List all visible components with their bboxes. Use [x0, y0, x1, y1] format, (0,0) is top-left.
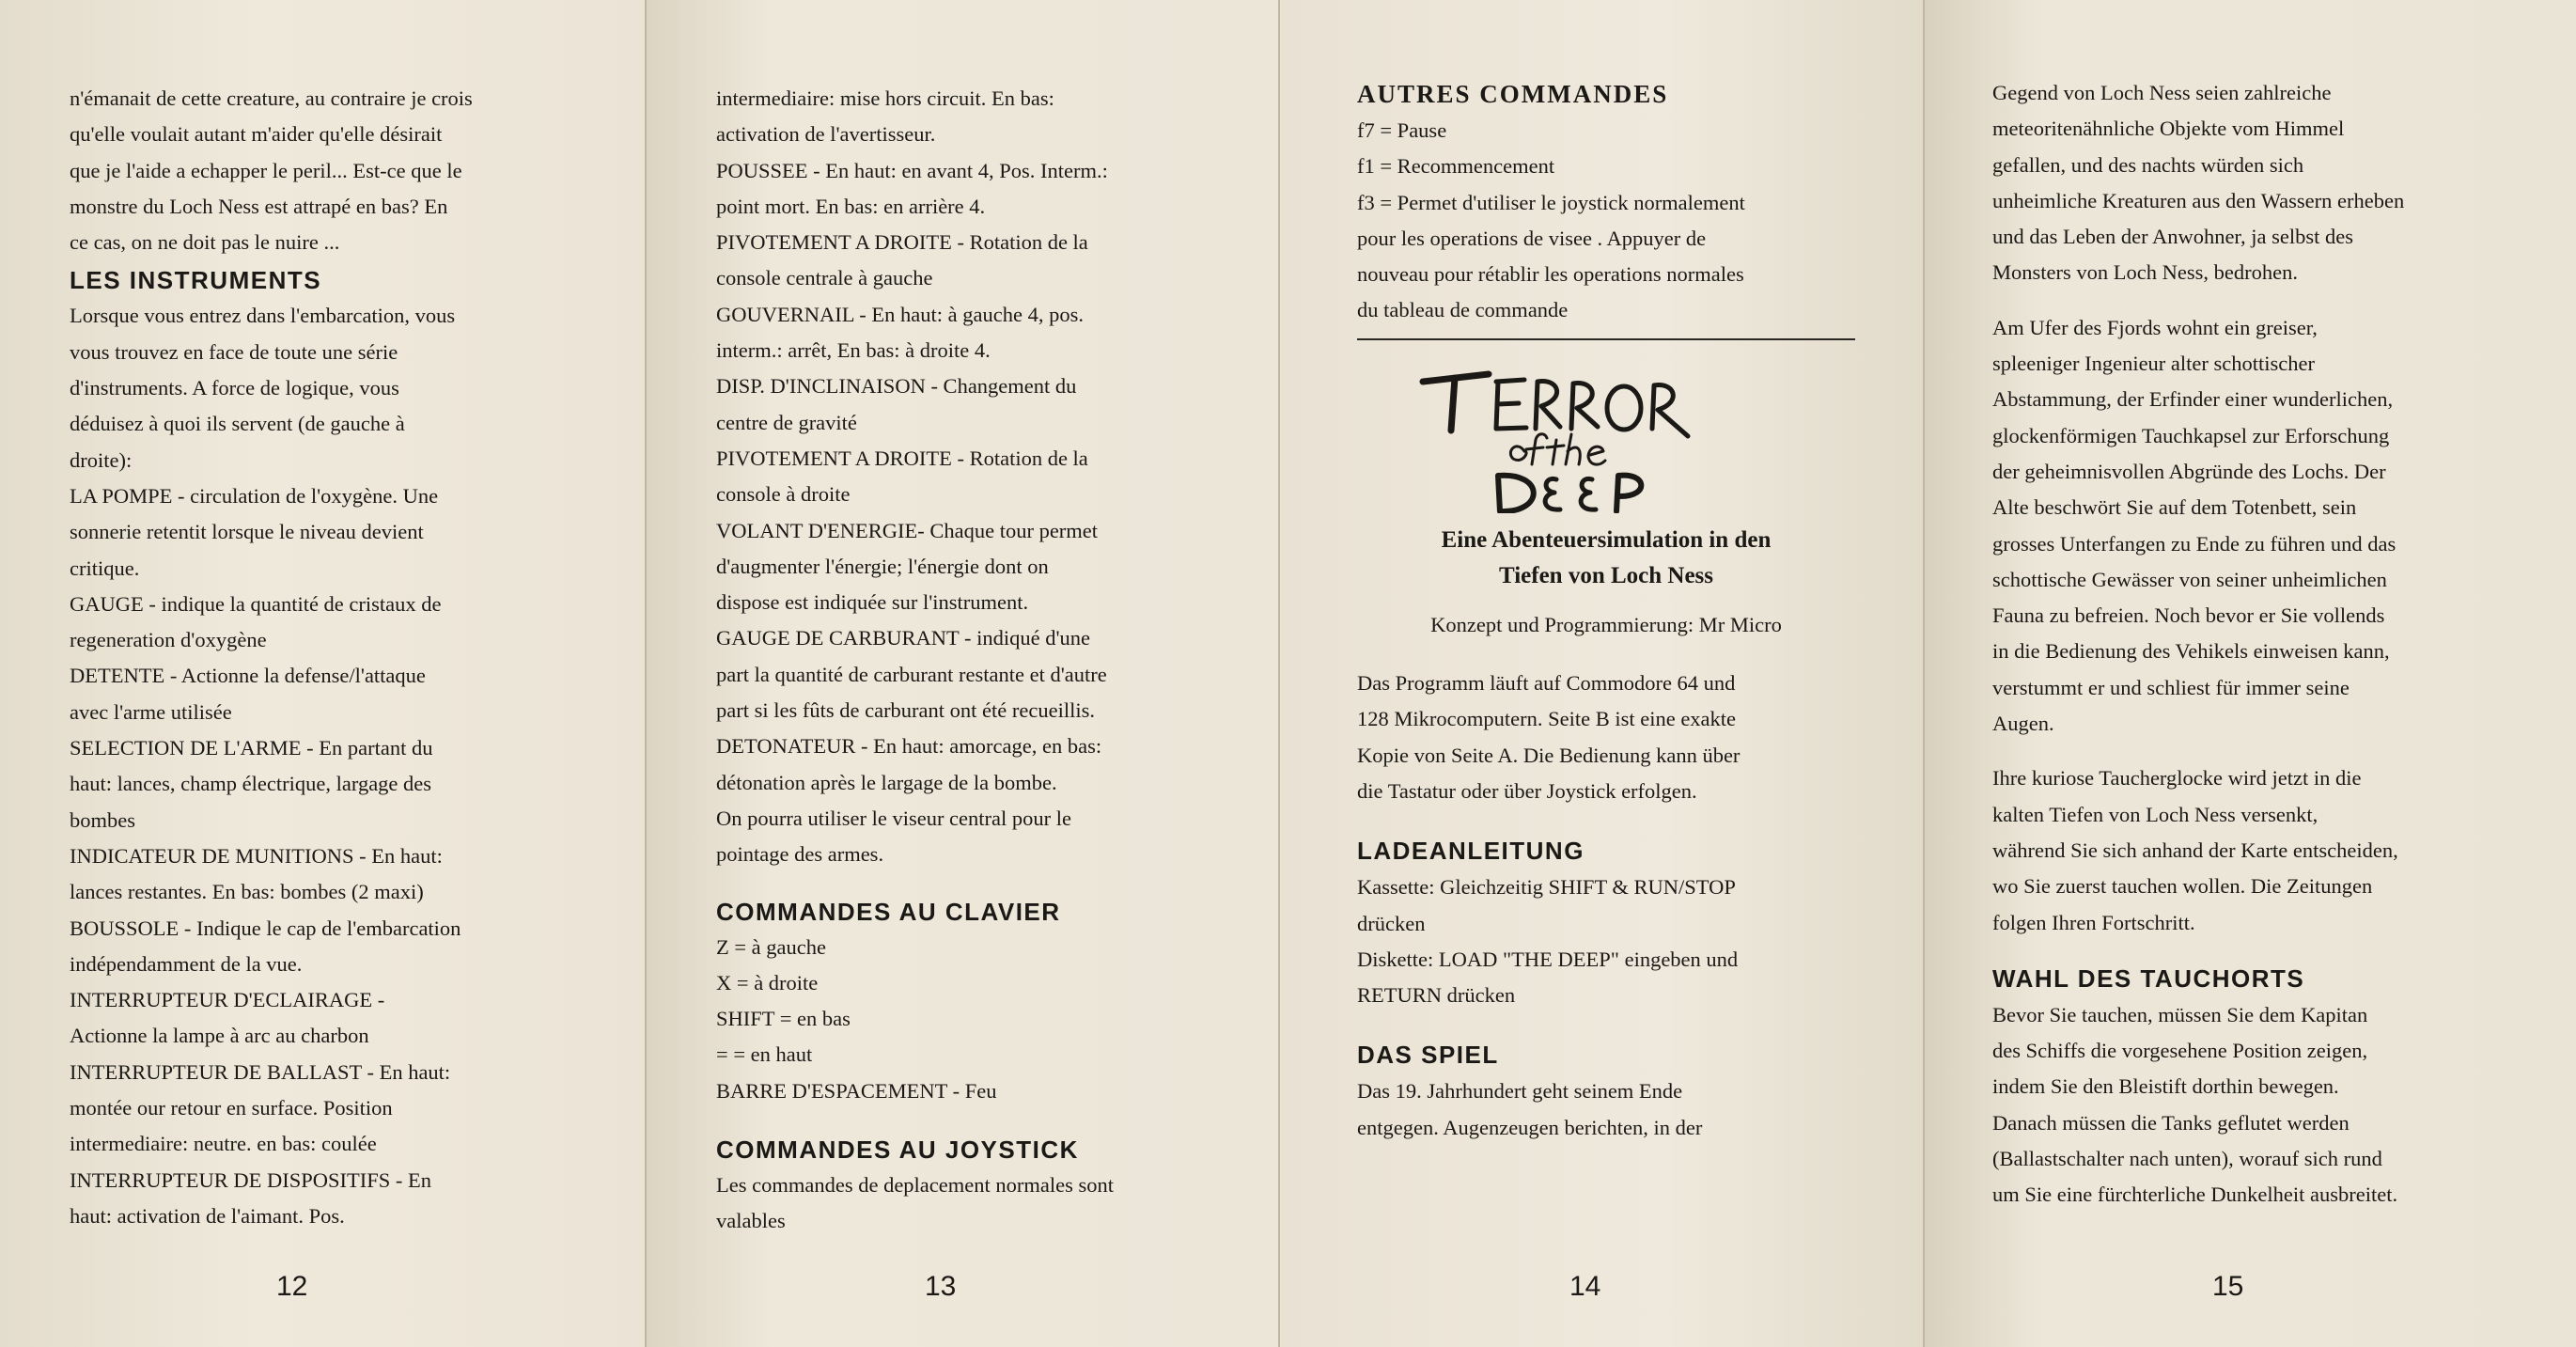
text-line: kalten Tiefen von Loch Ness versenkt,	[1992, 802, 2318, 826]
text-line: schottische Gewässer von seiner unheimlichen	[1992, 567, 2387, 591]
text-line: point mort. En bas: en arrière 4.	[716, 194, 986, 218]
heading-loading: LADEANLEITUNG	[1357, 837, 1585, 866]
text-line: DETENTE - Actionne la defense/l'attaque	[70, 664, 426, 688]
heading-joystick-commands: COMMANDES AU JOYSTICK	[716, 1136, 1079, 1165]
text-line: n'émanait de cette creature, au contraire je crois	[70, 86, 473, 110]
text-line: indépendamment de la vue.	[70, 951, 303, 976]
text-line: Z = à gauche	[716, 934, 827, 959]
text-line: SELECTION DE L'ARME - En partant du	[70, 736, 433, 760]
text-line: X = à droite	[716, 970, 819, 995]
page-14-other-commands	[1357, 113, 1855, 329]
text-line: Alte beschwört Sie auf dem Totenbett, sein	[1992, 495, 2357, 520]
text-line: meteoritenähnliche Objekte vom Himmel	[1992, 117, 2345, 141]
page-13-keys	[716, 930, 1261, 1109]
text-line: INTERRUPTEUR D'ECLAIRAGE -	[70, 988, 385, 1012]
text-line: des Schiffs die vorgesehene Position zeigen,	[1992, 1039, 2368, 1063]
text-line: critique.	[70, 556, 140, 580]
text-line: intermediaire: mise hors circuit. En bas:	[716, 86, 1054, 110]
text-line: GAUGE DE CARBURANT - indiqué d'une	[716, 626, 1090, 650]
text-line: du tableau de commande	[1357, 298, 1569, 322]
text-line: nouveau pour rétablir les operations normales	[1357, 262, 1744, 287]
page-14-intro	[1357, 666, 1855, 809]
page-15-text	[1992, 75, 2556, 1214]
text-line: On pourra utiliser le viseur central pour le	[716, 806, 1071, 830]
text-line: Fauna zu befreien. Noch bevor er Sie vollends	[1992, 603, 2385, 628]
page-15-para-4	[1992, 997, 2556, 1214]
page-12-text	[70, 81, 624, 1234]
text-line: détonation après le largage de la bombe.	[716, 770, 1057, 794]
text-line: (Ballastschalter nach unten), worauf sich rund	[1992, 1147, 2382, 1171]
text-line: DETONATEUR - En haut: amorcage, en bas:	[716, 734, 1102, 759]
text-line: INTERRUPTEUR DE BALLAST - En haut:	[70, 1059, 451, 1084]
text-line: spleeniger Ingenieur alter schottischer	[1992, 352, 2315, 376]
text-line: LA POMPE - circulation de l'oxygène. Une	[70, 483, 439, 508]
page-15	[1925, 0, 2576, 1347]
text-line: avec l'arme utilisée	[70, 699, 232, 724]
page-number-15: 15	[2212, 1271, 2244, 1302]
text-line: POUSSEE - En haut: en avant 4, Pos. Interm.:	[716, 158, 1108, 182]
text-line: part si les fûts de carburant ont été recueillis.	[716, 698, 1095, 723]
text-line: f7 = Pause	[1357, 118, 1447, 142]
text-line: SHIFT = en bas	[716, 1007, 851, 1031]
page-12-intro	[70, 81, 624, 260]
text-line: activation de l'avertisseur.	[716, 122, 936, 147]
page-15-para-2	[1992, 310, 2556, 743]
text-line: dispose est indiquée sur l'instrument.	[716, 590, 1029, 615]
text-line: die Tastatur oder über Joystick erfolgen.	[1357, 778, 1697, 803]
text-line: valables	[716, 1209, 786, 1233]
text-line: que je l'aide a echapper le peril... Est-ce que le	[70, 158, 462, 182]
page-14-text	[1357, 75, 1855, 1146]
text-line: déduisez à quoi ils servent (de gauche à	[70, 412, 405, 436]
text-line: d'augmenter l'énergie; l'énergie dont on	[716, 554, 1049, 578]
text-line: Gegend von Loch Ness seien zahlreiche	[1992, 81, 2332, 104]
heading-dive-site: WAHL DES TAUCHORTS	[1992, 963, 2305, 993]
text-line: INDICATEUR DE MUNITIONS - En haut:	[70, 843, 443, 868]
text-line: Das Programm läuft auf Commodore 64 und	[1357, 671, 1736, 696]
page-number-13: 13	[925, 1271, 957, 1302]
text-line: grosses Unterfangen zu Ende zu führen und das	[1992, 531, 2396, 556]
text-line: montée our retour en surface. Position	[70, 1096, 393, 1120]
page-12	[0, 0, 645, 1347]
page-14-loading	[1357, 869, 1855, 1013]
text-line: GAUGE - indique la quantité de cristaux de	[70, 591, 442, 616]
page-14	[1280, 0, 1923, 1347]
text-line: Kassette: Gleichzeitig SHIFT & RUN/STOP	[1357, 875, 1736, 900]
text-line: sonnerie retentit lorsque le niveau devient	[70, 520, 424, 544]
text-line: INTERRUPTEUR DE DISPOSITIFS - En	[70, 1167, 432, 1192]
text-line: qu'elle voulait autant m'aider qu'elle désirait	[70, 122, 443, 147]
text-line: entgegen. Augenzeugen berichten, in der	[1357, 1115, 1703, 1139]
text-line: intermediaire: neutre. en bas: coulée	[70, 1132, 377, 1156]
heading-instruments: LES INSTRUMENTS	[70, 266, 322, 295]
text-line: part la quantité de carburant restante et d'autre	[716, 662, 1107, 686]
text-line: monstre du Loch Ness est attrapé en bas? En	[70, 194, 448, 218]
text-line: droite):	[70, 447, 133, 472]
text-line: VOLANT D'ENERGIE- Chaque tour permet	[716, 518, 1099, 542]
heading-other-commands: AUTRES COMMANDES	[1357, 80, 1669, 108]
text-line: regeneration d'oxygène	[70, 628, 267, 652]
text-line: haut: lances, champ électrique, largage des	[70, 772, 432, 796]
text-line: interm.: arrêt, En bas: à droite 4.	[716, 338, 991, 363]
text-line: während Sie sich anhand der Karte entscheiden,	[1992, 838, 2398, 862]
text-line: wo Sie zuerst tauchen wollen. Die Zeitungen	[1992, 874, 2373, 899]
text-line: Diskette: LOAD "THE DEEP" eingeben und	[1357, 947, 1739, 971]
text-line: Les commandes de deplacement normales sont	[716, 1173, 1114, 1198]
text-line: Das 19. Jahrhundert geht seinem Ende	[1357, 1079, 1683, 1104]
text-line: Monsters von Loch Ness, bedrohen.	[1992, 260, 2298, 285]
text-line: glockenförmigen Tauchkapsel zur Erforschung	[1992, 423, 2390, 447]
text-line: PIVOTEMENT A DROITE - Rotation de la	[716, 446, 1088, 470]
text-line: Danach müssen die Tanks geflutet werden	[1992, 1110, 2350, 1135]
page-13-instruments	[716, 81, 1261, 873]
text-line: indem Sie den Bleistift dorthin bewegen.	[1992, 1074, 2339, 1099]
text-line: Actionne la lampe à arc au charbon	[70, 1024, 369, 1048]
text-line: PIVOTEMENT A DROITE - Rotation de la	[716, 230, 1088, 255]
text-line: 128 Mikrocomputern. Seite B ist eine exakte	[1357, 707, 1737, 731]
text-line: Bevor Sie tauchen, müssen Sie dem Kapitan	[1992, 1002, 2368, 1026]
page-number-14: 14	[1569, 1271, 1601, 1302]
page-15-para-3	[1992, 760, 2556, 940]
page-number-12: 12	[276, 1271, 308, 1302]
text-line: pointage des armes.	[716, 842, 884, 867]
text-line: f3 = Permet d'utiliser le joystick normalement	[1357, 190, 1745, 214]
text-line: centre de gravité	[716, 410, 857, 434]
text-line: console centrale à gauche	[716, 266, 933, 290]
page-13-joystick	[716, 1167, 1261, 1240]
text-line: console à droite	[716, 482, 851, 507]
text-line: = = en haut	[716, 1042, 813, 1067]
text-line: Eine Abenteuersimulation in den	[1441, 526, 1772, 553]
page-13-text	[716, 81, 1261, 1240]
heading-the-game: DAS SPIEL	[1357, 1041, 1499, 1070]
text-line: f1 = Recommencement	[1357, 154, 1555, 179]
text-line: Lorsque vous entrez dans l'embarcation, vous	[70, 304, 456, 328]
text-line: lances restantes. En bas: bombes (2 maxi)	[70, 880, 424, 904]
text-line: folgen Ihren Fortschritt.	[1992, 910, 2195, 934]
text-line: GOUVERNAIL - En haut: à gauche 4, pos.	[716, 302, 1084, 326]
page-15-para-1	[1992, 75, 2556, 291]
text-line: pour les operations de visee . Appuyer de	[1357, 226, 1707, 250]
page-13	[647, 0, 1278, 1347]
text-line: BARRE D'ESPACEMENT - Feu	[716, 1078, 997, 1103]
text-line: vous trouvez en face de toute une série	[70, 339, 398, 364]
credit-line: Konzept und Programmierung: Mr Micro	[1430, 612, 1782, 636]
heading-keyboard-commands: COMMANDES AU CLAVIER	[716, 897, 1061, 926]
text-line: RETURN drücken	[1357, 983, 1516, 1008]
text-line: um Sie eine fürchterliche Dunkelheit ausbreitet.	[1992, 1183, 2398, 1207]
text-line: Tiefen von Loch Ness	[1498, 562, 1714, 588]
text-line: in die Bedienung des Vehikels einweisen kann,	[1992, 639, 2390, 664]
text-line: Augen.	[1992, 712, 2054, 736]
text-line: d'instruments. A force de logique, vous	[70, 376, 399, 400]
text-line: Am Ufer des Fjords wohnt ein greiser,	[1992, 315, 2318, 339]
text-line: bombes	[70, 807, 135, 832]
text-line: drücken	[1357, 911, 1426, 935]
logo-caption: TERROR of the DEEP	[1606, 446, 1616, 448]
page-12-instruments	[70, 298, 624, 1234]
text-line: unheimliche Kreaturen aus den Wassern erheben	[1992, 188, 2405, 212]
text-line: DISP. D'INCLINAISON - Changement du	[716, 374, 1077, 399]
text-line: Abstammung, der Erfinder einer wunderlichen,	[1992, 387, 2394, 412]
text-line: Kopie von Seite A. Die Bedienung kann über	[1357, 743, 1741, 767]
terror-of-the-deep-logo	[1357, 353, 1855, 513]
page-14-game	[1357, 1073, 1855, 1146]
text-line: Ihre kuriose Taucherglocke wird jetzt in die	[1992, 766, 2362, 791]
text-line: verstummt er und schliest für immer seine	[1992, 675, 2350, 699]
subtitle	[1357, 523, 1855, 594]
text-line: und das Leben der Anwohner, ja selbst des	[1992, 225, 2354, 249]
divider-rule	[1357, 338, 1855, 340]
text-line: haut: activation de l'aimant. Pos.	[70, 1203, 345, 1228]
text-line: gefallen, und des nachts würden sich	[1992, 152, 2304, 177]
text-line: BOUSSOLE - Indique le cap de l'embarcation	[70, 916, 461, 940]
text-line: der geheimnisvollen Abgründe des Lochs. Der	[1992, 459, 2386, 483]
text-line: ce cas, on ne doit pas le nuire ...	[70, 230, 340, 255]
